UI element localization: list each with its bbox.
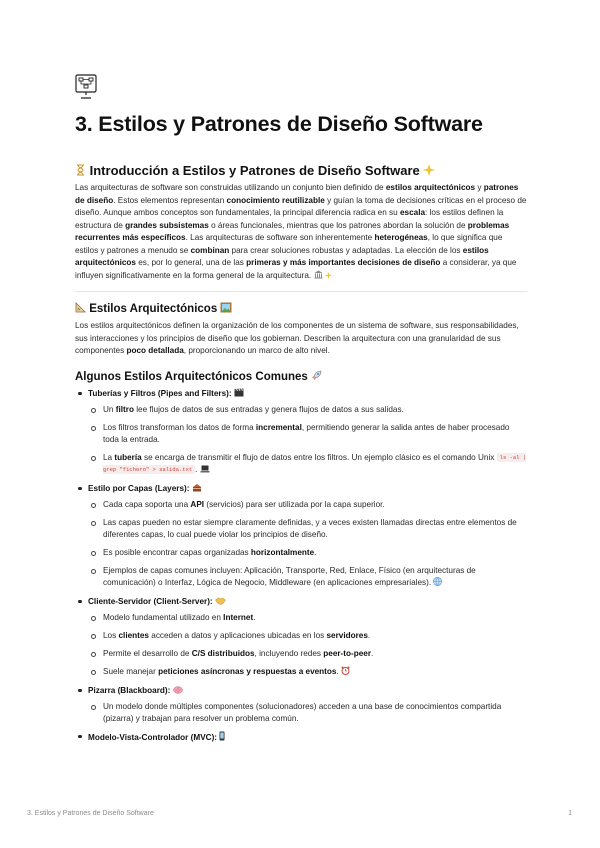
triangular-ruler-icon — [75, 302, 86, 316]
page-title: 3. Estilos y Patrones de Diseño Software — [75, 112, 483, 136]
rocket-icon — [311, 370, 322, 384]
intro-heading: Introducción a Estilos y Patrones de Diseño Software — [75, 163, 527, 179]
blueprint-computer-icon — [75, 74, 97, 100]
laptop-icon — [200, 465, 210, 477]
list-item: Cliente-Servidor (Client-Server): Modelo fundamental utilizado en Internet. Los clientes acceden a datos y aplicaciones ubicadas en los servidores. Permite el desarrollo de C/S distribuidos, incluyendo redes peer-to-peer. Suele manejar peticiones asíncronas y respuestas a eventos. — [75, 596, 527, 679]
list-item: Ejemplos de capas comunes incluyen: Aplicación, Transporte, Red, Enlace, Físico (en arquitecturas de comunicación) o Interfaz, Lógica de Negocio, Middleware (en aplicaciones empresariales). — [88, 565, 527, 590]
list-item: Suele manejar peticiones asíncronas y respuestas a eventos. — [88, 666, 527, 679]
estilos-paragraph: Los estilos arquitectónicos definen la organización de los componentes de un sistema de software, sus responsabilidades, sus interacciones y los principios de diseño que los gobiernan. Describen la arquitectura con una granularidad de sus componentes poco detallada, proporcionando un marco de alto nivel. — [75, 321, 519, 355]
hourglass-icon — [75, 164, 86, 179]
alarm-clock-icon — [341, 666, 350, 679]
comunes-heading: Algunos Estilos Arquitectónicos Comunes — [75, 370, 527, 384]
list-item: Estilo por Capas (Layers): Cada capa soporta una API (servicios) para ser utilizada por la capa superior. Las capas pueden no estar siempre claramente definidas, y a veces existen llamadas directas entre elementos de diferentes capas, lo cual puede violar los principios de diseño. Es posible encontrar capas organizadas horizontalmente. Ejemplos de capas comunes incluyen: Aplicación, Transporte, Red, Enlace, Físico (en arquitecturas de comunicación) o Interfaz, Lógica de Negocio, Middleware (en aplicaciones empresariales). — [75, 483, 527, 590]
divider — [75, 291, 527, 292]
list-item: Un modelo donde múltiples componentes (solucionadores) acceden a una base de conocimientos compartida (pizarra) y trabajan para resolver un problema común. — [88, 701, 527, 725]
list-item: Cada capa soporta una API (servicios) para ser utilizada por la capa superior. — [88, 499, 527, 511]
mobile-phone-icon — [219, 731, 225, 745]
sparkle-icon — [423, 164, 435, 179]
list-item: La tubería se encarga de transmitir el flujo de datos entre los filtros. Un ejemplo clásico es el comando Unix ls -al | grep "fichero" > salida.txt . — [88, 452, 527, 477]
list-item: Es posible encontrar capas organizadas horizontalmente. — [88, 547, 527, 559]
page-footer-title: 3. Estilos y Patrones de Diseño Software — [27, 810, 154, 817]
list-item: Modelo-Vista-Controlador (MVC): — [75, 731, 527, 745]
list-item: Los filtros transforman los datos de forma incremental, permitiendo generar la salida antes de haber procesado toda la entrada. — [88, 422, 527, 446]
brain-icon — [173, 686, 183, 698]
estilos-heading: Estilos Arquitectónicos — [75, 302, 527, 316]
globe-icon — [433, 577, 442, 590]
list-item: Tuberías y Filtros (Pipes and Filters): Un filtro lee flujos de datos de sus entradas y genera flujos de datos a sus salidas. Los filtros transforman los datos de forma incremental, permitiendo generar la salida antes de haber procesado toda la entrada. La tubería se encarga de transmitir el flujo de datos entre los filtros. Un ejemplo clásico es el comando Unix ls -al | grep "fichero" > salida.txt . — [75, 388, 527, 477]
handshake-icon — [215, 597, 226, 609]
clapper-board-icon — [234, 388, 244, 401]
intro-paragraph: Las arquitecturas de software son construidas utilizando un conjunto bien definido de estilos arquitectónicos y patrones de diseño. Estos elementos representan conocimiento reutilizable y guían la toma de decisiones críticas en el proceso de diseño. Aunque ambos conceptos son fundamentales, la principal diferencia radica en su escala: los estilos definen la estructura de grandes subsistemas o áreas funcionales, mientras que los patrones abordan la solución de problemas recurrentes más específicos. Las arquitecturas de software son inherentemente heterogéneas, lo que significa que estilos y patrones a menudo se combinan para crear soluciones robustas y adaptadas. La elección de los estilos arquitectónicos es, por lo general, una de las primeras y más importantes decisiones de diseño a considerar, ya que influyen significativamente en la forma general de la arquitectura. — [75, 182, 527, 283]
sparkle-icon — [325, 271, 332, 284]
list-item: Un filtro lee flujos de datos de sus entradas y genera flujos de datos a sus salidas. — [88, 404, 527, 416]
page-number: 1 — [568, 810, 572, 817]
list-item: Permite el desarrollo de C/S distribuidos, incluyendo redes peer-to-peer. — [88, 648, 527, 660]
inline-code: ls -al | grep "fichero" > salida.txt — [103, 453, 527, 473]
layered-cake-icon — [192, 483, 202, 496]
list-item: Los clientes acceden a datos y aplicaciones ubicadas en los servidores. — [88, 630, 527, 642]
list-item: Pizarra (Blackboard): Un modelo donde múltiples componentes (solucionadores) acceden a una base de conocimientos compartida (pizarra) y trabajan para resolver un problema común. — [75, 685, 527, 725]
estilos-list — [75, 388, 527, 745]
list-item: Modelo fundamental utilizado en Internet. — [88, 612, 527, 624]
framed-picture-icon — [220, 302, 232, 316]
classical-building-icon — [314, 270, 323, 284]
document-body — [75, 163, 527, 748]
list-item: Las capas pueden no estar siempre claramente definidas, y a veces existen llamadas directas entre elementos de diferentes capas, lo cual puede violar los principios de diseño. — [88, 517, 527, 541]
